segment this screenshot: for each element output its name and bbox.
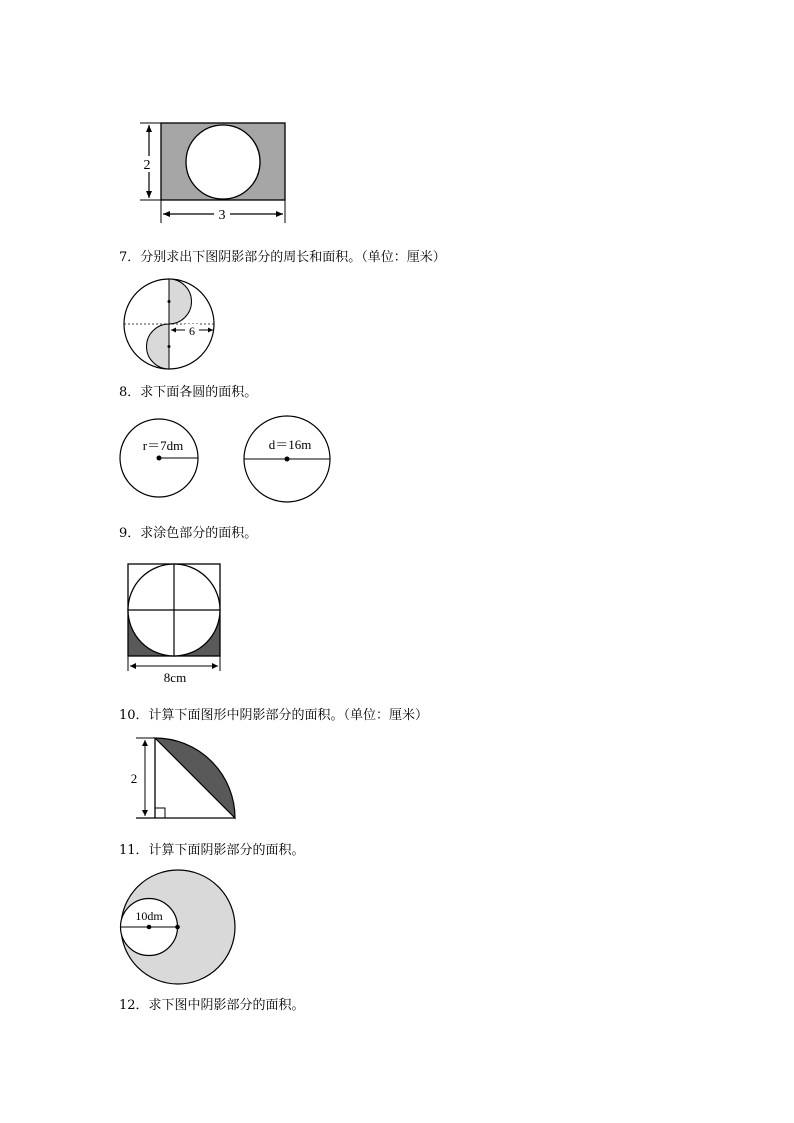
figure-q8-circle-diameter (238, 413, 338, 508)
figure-q7 (118, 275, 223, 372)
question-8-text: 8．求下面各圆的面积。 (119, 385, 258, 400)
circle2-label: d＝16m (268, 437, 312, 452)
question-10-text: 10．计算下面图形中阴影部分的面积。（单位：厘米） (119, 708, 429, 723)
question-11-text: 11．计算下面阴影部分的面积。 (119, 843, 305, 858)
height-label: 2 (143, 158, 151, 173)
circle1-label: r＝7dm (142, 438, 184, 453)
radius-label: 6 (189, 324, 195, 338)
question-9-text: 9．求涂色部分的面积。 (119, 526, 258, 541)
shaded-segment (155, 738, 235, 818)
side-label: 8cm (163, 670, 187, 685)
figure-q11 (115, 864, 240, 989)
question-7-text: 7．分别求出下图阴影部分的周长和面积。（单位：厘米） (119, 250, 446, 265)
figure-rectangle-circle (130, 115, 300, 230)
figure-q10 (125, 732, 240, 824)
white-circle (186, 125, 260, 199)
right-angle-mark (155, 808, 165, 818)
question-12-text: 12．求下图中阴影部分的面积。 (119, 998, 305, 1013)
figure-q9 (120, 558, 230, 688)
figure-q8-circle-radius (115, 413, 205, 503)
width-label: 3 (218, 208, 226, 223)
diameter-label: 10dm (135, 909, 163, 923)
side-label: 2 (130, 771, 138, 786)
